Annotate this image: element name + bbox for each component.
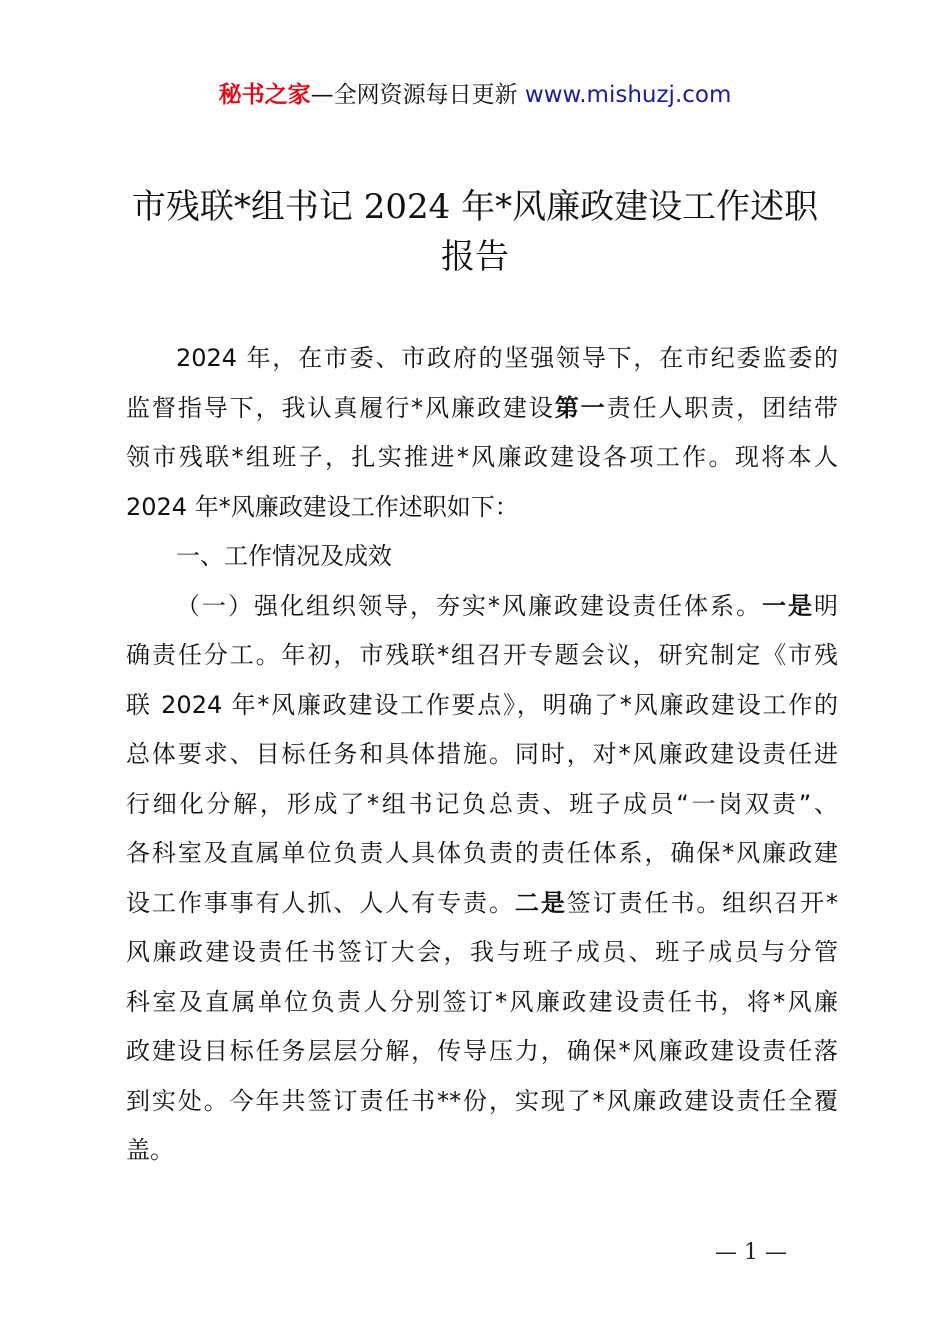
emphasis-text: 二是: [514, 888, 567, 917]
document-body: [126, 334, 838, 1176]
paragraph-line: 确责任分工。年初，市残联*组召开专题会议，研究制定《市残: [126, 641, 838, 669]
site-banner: [0, 78, 950, 112]
paragraph-line: 行细化分解，形成了*组书记负总责、班子成员“一岗双责”、: [126, 789, 838, 818]
paragraph-line: 联 2024 年*风廉政建设工作要点》，明确了*风廉政建设工作的: [126, 690, 838, 719]
banner-slogan: —全网资源每日更新: [310, 82, 525, 108]
paragraph-line: 2024 年*风廉政建设工作述职如下：: [126, 492, 519, 521]
paragraph-line: 风廉政建设责任书签订大会，我与班子成员、班子成员与分管: [126, 938, 838, 966]
paragraph-line: [126, 879, 838, 929]
document-title: [90, 182, 860, 282]
paragraph-line: 领市残联*组班子，扎实推进*风廉政建设各项工作。现将本人: [126, 443, 838, 471]
title-line-1: 市残联*组书记 2024 年*风廉政建设工作述职: [131, 187, 819, 227]
paragraph-line: 总体要求、目标任务和具体措施。同时，对*风廉政建设责任进: [126, 740, 838, 768]
page-number: — 1 —: [715, 1240, 787, 1265]
paragraph-line: [126, 384, 838, 434]
paragraph-line: 盖。: [126, 1136, 174, 1164]
text-run: 责任人职责，团结带: [606, 393, 839, 422]
subsection-heading: （一）强化组织领导，夯实*风廉政建设责任体系。: [176, 591, 762, 620]
text-run: 明: [814, 591, 838, 620]
section-heading: 一、工作情况及成效: [176, 542, 392, 570]
paragraph-line: 到实处。今年共签订责任书**份，实现了*风廉政建设责任全覆: [126, 1086, 838, 1115]
emphasis-text: 第一: [554, 393, 607, 422]
text-run: 签订责任书。组织召开*: [566, 888, 839, 917]
text-run: 监督指导下，我认真履行*风廉政建设: [126, 393, 555, 422]
emphasis-text: 一是: [762, 591, 814, 620]
text-run: 设工作事事有人抓、人人有专责。: [126, 888, 515, 917]
paragraph-line: 各科室及直属单位负责人具体负责的责任体系，确保*风廉政建: [126, 839, 838, 867]
brand-name: 秘书之家: [218, 82, 311, 108]
paragraph-line: [126, 582, 838, 632]
site-url-link[interactable]: www.mishuzj.com: [524, 82, 732, 108]
paragraph-line: 政建设目标任务层层分解，传导压力，确保*风廉政建设责任落: [126, 1037, 838, 1065]
paragraph-line: 2024 年，在市委、市政府的坚强领导下，在市纪委监委的: [176, 344, 838, 372]
paragraph-line: 科室及直属单位负责人分别签订*风廉政建设责任书，将*风廉: [126, 987, 838, 1016]
title-line-2: 报告: [441, 237, 509, 277]
